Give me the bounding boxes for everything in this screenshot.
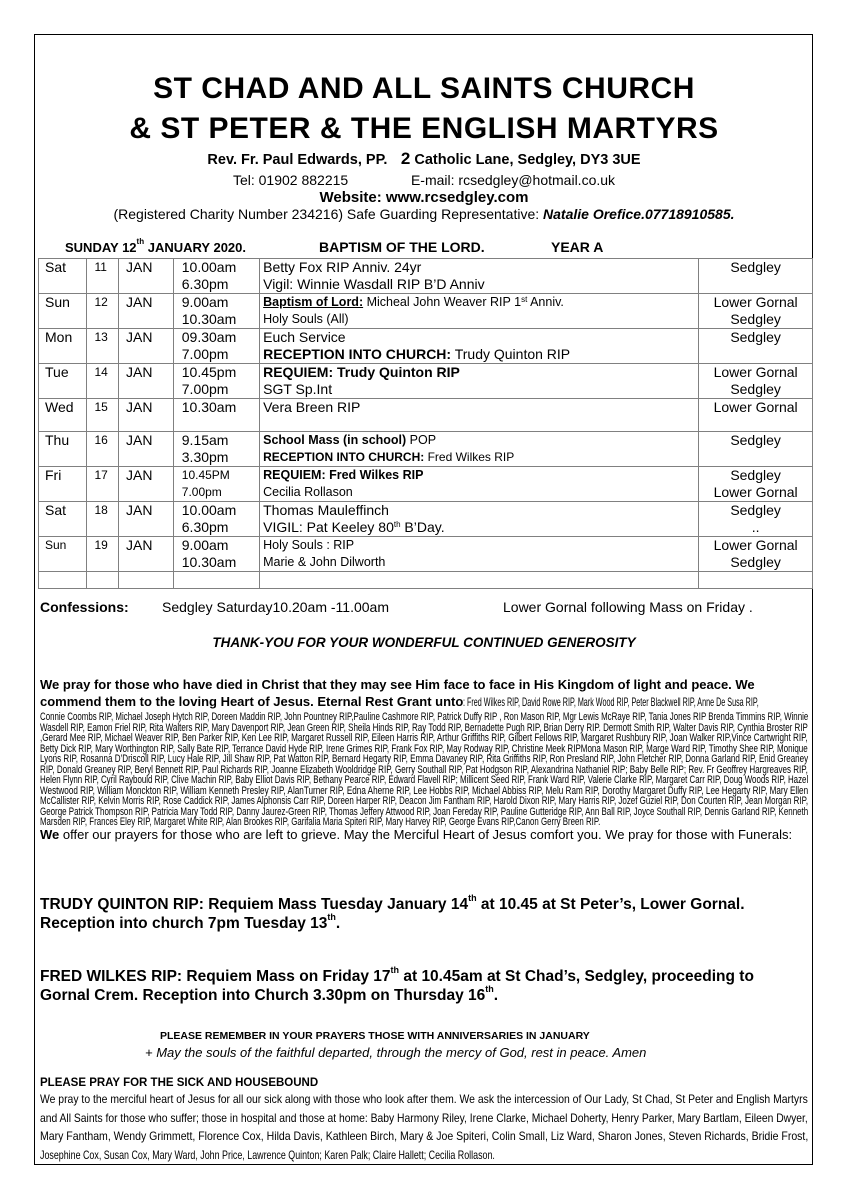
address: Catholic Lane, Sedgley, DY3 3UE: [414, 152, 641, 168]
row-day: Sat: [39, 259, 87, 294]
row-month: JAN: [119, 432, 174, 467]
row-places: [699, 399, 813, 432]
time-entry: 10.00am: [181, 259, 237, 275]
intention-line: [263, 519, 695, 536]
row-month: JAN: [119, 399, 174, 432]
prayer-intro-line1: We pray for those who have died in Christ that they may see Him face to face in His Kingdom of light and peace. We: [40, 677, 755, 692]
feast-name: BAPTISM OF THE LORD.: [319, 239, 485, 255]
place-entry: Lower Gornal: [713, 364, 798, 380]
time-entry: 10.45PM: [181, 468, 230, 482]
row-day: Sun: [39, 294, 87, 329]
email: E-mail: rcsedgley@hotmail.co.uk: [410, 172, 616, 188]
names-line: McCallister RIP, Kelvin Morris RIP, Rose Caddick RIP, James Alphonsis Carr RIP, Doreen Harper RIP, Deacon Jim Fantham RIP, Harold Dixon RIP, Mary Harris RIP, Jozef Guziel RIP, Don Courten RIP, Jean Morgan RIP,: [40, 795, 809, 807]
row-places: [699, 502, 813, 537]
intention-line: [263, 346, 695, 363]
place-entry: Sedgley: [730, 467, 781, 483]
row-times: [173, 537, 259, 572]
place-entry: Sedgley: [730, 329, 781, 345]
intention-line: Euch Service: [263, 329, 346, 345]
row-month: JAN: [119, 502, 174, 537]
website: Website: www.rcsedgley.com: [319, 189, 529, 206]
row-times: [173, 294, 259, 329]
mass-schedule-table: [38, 258, 813, 589]
funeral-notice-trudy-line1: TRUDY QUINTON RIP: Requiem Mass Tuesday January 14th at 10.45 at St Peter’s, Lower Gornal.: [40, 893, 745, 913]
row-date: 16: [87, 432, 119, 467]
time-entry: 7.00pm: [181, 346, 229, 362]
row-month: JAN: [119, 467, 174, 502]
row-intentions: [260, 294, 699, 329]
priest-address-line: [0, 149, 848, 169]
names-line: Wasdell RIP, Eamon Friel RIP, Rita Walters RIP, Mary Davenport RIP, Jean Green RIP, Sheila Hinds RIP, Ray Todd RIP, Bernadette Pugh RIP, Brian Derry RIP. Dermott Smith RIP, Walter Davis RIP, Cynthia Broster RIP: [40, 721, 808, 734]
place-entry: Lower Gornal: [713, 294, 798, 310]
names-line: Marsden RIP, Frances Eley RIP, Margaret White RIP, Alan Brookes RIP, Garifalia Maria Spiteri RIP, Mary Harvey RIP, George Evans RIP,Canon Gerry Breen RIP.: [40, 816, 601, 828]
empty-cell: [699, 572, 813, 589]
intention-label: Baptism of Lord:: [263, 295, 364, 309]
row-month: JAN: [119, 294, 174, 329]
intention-line: Holy Souls : RIP: [263, 538, 355, 552]
sick-line: and All Saints for those who suffer; those in hospital and those at home: Baby Harmony Riley, Irene Clarke, Michael Doherty, Henry Parker, Mary Bartlam, Eileen Dwyer,: [40, 1110, 808, 1125]
place-entry: ..: [751, 519, 760, 535]
row-intentions: [260, 432, 699, 467]
row-day: Sun: [39, 537, 87, 572]
charity-number: (Registered Charity Number 234216) Safe Guarding Representative:: [113, 206, 544, 222]
empty-cell: [119, 572, 174, 589]
row-month: JAN: [119, 364, 174, 399]
row-places: [699, 294, 813, 329]
time-entry: 9.00am: [181, 537, 229, 553]
row-day: Tue: [39, 364, 87, 399]
row-places: [699, 467, 813, 502]
place-entry: Sedgley: [730, 502, 781, 518]
row-intentions: [260, 259, 699, 294]
intention-line: Betty Fox RIP Anniv. 24yr: [263, 259, 422, 275]
intention-line: [263, 432, 695, 449]
prayer-intro-line2: commend them to the loving Heart of Jesus. Eternal Rest Grant unto: Fred Wilkes RIP, David Rowe RIP, Mark Wood RIP, Peter Blackwell RIP, Anne De Susa RIP,: [40, 694, 760, 709]
place-entry: Sedgley: [730, 311, 781, 327]
confessions-label: Confessions:: [40, 599, 129, 615]
row-intentions: [260, 399, 699, 432]
row-date: 17: [87, 467, 119, 502]
row-month: JAN: [119, 537, 174, 572]
schedule-row: [39, 259, 813, 294]
row-places: [699, 259, 813, 294]
row-intentions: [260, 537, 699, 572]
ordinal-suffix: st: [521, 295, 528, 304]
row-places: [699, 537, 813, 572]
intention-label: RECEPTION INTO CHURCH:: [263, 346, 452, 362]
row-date: 12: [87, 294, 119, 329]
time-entry: 09.30am: [181, 329, 237, 345]
liturgical-year: YEAR A: [551, 239, 604, 255]
schedule-row: [39, 294, 813, 329]
row-times: [173, 259, 259, 294]
intention-line: Holy Souls (All): [263, 312, 349, 326]
row-month: JAN: [119, 329, 174, 364]
empty-cell: [87, 572, 119, 589]
time-entry: 6.30pm: [181, 276, 229, 292]
row-day: Sat: [39, 502, 87, 537]
thank-you-message: THANK-YOU FOR YOUR WONDERFUL CONTINUED GENEROSITY: [212, 635, 636, 650]
sick-line: Mary Fantham, Wendy Grimmett, Florence Cox, Hilda Davis, Kathleen Birch, Mary & Joe Spiteri, Colin Small, Liz Ward, Sharon Jones, Steven Richards, Bridie Frost,: [40, 1129, 809, 1143]
intention-text: Trudy Quinton RIP: [451, 346, 571, 362]
place-entry: Sedgley: [730, 259, 781, 275]
schedule-row: [39, 502, 813, 537]
funeral-notice-fred-line2: Gornal Crem. Reception into Church 3.30pm on Thursday 16th.: [40, 984, 499, 1004]
intention-line: [263, 449, 695, 466]
ordinal-suffix: th: [393, 520, 401, 529]
confessions-lower-gornal: Lower Gornal following Mass on Friday .: [503, 599, 753, 615]
place-entry: Sedgley: [730, 432, 781, 448]
safeguarding-contact: Natalie Orefice.07718910585.: [543, 206, 735, 222]
place-entry: Lower Gornal: [713, 399, 798, 415]
prayer-closing: We offer our prayers for those who are left to grieve. May the Merciful Heart of Jesus comfort you. We pray for those with Funerals:: [40, 827, 793, 842]
anniversaries-heading: PLEASE REMEMBER IN YOUR PRAYERS THOSE WITH ANNIVERSARIES IN JANUARY: [160, 1030, 590, 1042]
intention-text: Fred Wilkes RIP: [424, 450, 515, 464]
row-times: [173, 364, 259, 399]
row-places: [699, 329, 813, 364]
intention-label: School Mass (in school): [263, 433, 407, 447]
intention-line: Thomas Mauleffinch: [263, 502, 389, 518]
row-day: Mon: [39, 329, 87, 364]
schedule-row: [39, 432, 813, 467]
sick-line: Josephine Cox, Susan Cox, Mary Ward, John Price, Lawrence Quinton; Karen Palk; Claire Hallett; Cecilia Rollason.: [40, 1147, 495, 1162]
row-times: [173, 329, 259, 364]
time-entry: 10.30am: [181, 399, 237, 415]
place-entry: Lower Gornal: [713, 484, 798, 500]
names-line: ,Gerard Mee RIP, Michael Weaver RIP, Ben Parker RIP, Ken Lee RIP, Margaret Russell RIP, Eileen Harris RIP, Arthur Griffiths RIP, Gilbert Fellows RIP, Margaret Rushbury RIP, Joan Walker RIP,Vince Cartwright RIP,: [40, 732, 808, 744]
place-entry: Sedgley: [730, 554, 781, 570]
intention-line: REQUIEM: Trudy Quinton RIP: [263, 364, 460, 380]
funeral-notice-fred-line1: FRED WILKES RIP: Requiem Mass on Friday 17th at 10.45am at St Chad’s, Sedgley, proceeding to: [40, 965, 754, 985]
contact-line: [0, 172, 848, 188]
row-month: JAN: [119, 259, 174, 294]
row-places: [699, 432, 813, 467]
church-title-line1: ST CHAD AND ALL SAINTS CHURCH: [153, 72, 695, 105]
row-intentions: [260, 502, 699, 537]
row-intentions: [260, 467, 699, 502]
confessions-sedgley: Sedgley Saturday10.20am -11.00am: [162, 599, 389, 615]
time-entry: 6.30pm: [181, 519, 229, 535]
time-entry: 7.00pm: [181, 381, 229, 397]
names-line: Betty Dick RIP, Mary Worthington RIP, Sally Bate RIP, Terrance David Hyde RIP, Irene Grimes RIP, Frank Fox RIP, May Rodway RIP, Christine Meek RIPMona Mason RIP, Marge Ward RIP, Timothy Shee RIP, Monique: [40, 742, 808, 755]
address-number: 2: [400, 149, 411, 168]
names-line: Helen Flynn RIP, Cyril Raybould RIP, Clive Machin RIP, Baby Elliot Davis RIP, Bethany Pearce RIP, Edward Flavell RIP; Millicent Seed RIP, Frank Ward RIP, Valerie Clarke RIP, Margaret Carr RIP, Doug Woods RIP, Hazel: [40, 774, 809, 786]
time-entry: 3.30pm: [181, 449, 229, 465]
row-date: 18: [87, 502, 119, 537]
intention-text: Anniv.: [527, 295, 564, 309]
schedule-row: [39, 399, 813, 432]
time-entry: 9.15am: [181, 432, 229, 448]
row-day: Thu: [39, 432, 87, 467]
names-line: Connie Coombs RIP, Michael Joseph Hytch RIP, Doreen Maddin RIP, John Pountney RIP,Pauline Cashmore RIP, Patrick Duffy RIP , Ron Mason RIP, Mgr Lewis McRaye RIP, Tania Jones RIP Brenda Timmins RIP, Winnie: [40, 711, 809, 723]
anniversaries-prayer: + May the souls of the faithful departed, through the mercy of God, rest in peace. Amen: [145, 1045, 647, 1060]
intention-text: B’Day.: [400, 519, 445, 535]
schedule-row-empty: [39, 572, 813, 589]
row-day: Fri: [39, 467, 87, 502]
intention-line: Marie & John Dilworth: [263, 555, 386, 569]
funeral-notice-trudy-line2: Reception into church 7pm Tuesday 13th.: [40, 912, 341, 932]
row-times: [173, 467, 259, 502]
sick-heading: PLEASE PRAY FOR THE SICK AND HOUSEBOUND: [40, 1077, 319, 1089]
row-times: [173, 502, 259, 537]
schedule-row: [39, 537, 813, 572]
time-entry: 10.30am: [181, 554, 237, 570]
row-times: [173, 399, 259, 432]
schedule-row: [39, 329, 813, 364]
names-line: Westwood RIP, William Monckton RIP, William Kenneth Presley RIP, AlanTurner RIP, Edna Aherne RIP, Lee Hobbs RIP, Michael Abbiss RIP, Melu Ram RIP, Dorothy Margaret Duffy RIP, Lee Hegarty RIP, Mary Ellen: [40, 784, 809, 797]
time-entry: 10.30am: [181, 311, 237, 327]
service-date: SUNDAY 12th JANUARY 2020.: [65, 237, 246, 255]
schedule-row: [39, 467, 813, 502]
row-intentions: [260, 364, 699, 399]
intention-line: Cecilia Rollason: [263, 485, 353, 499]
intention-line: Vera Breen RIP: [263, 399, 361, 415]
telephone: Tel: 01902 882215: [232, 172, 349, 188]
row-date: 11: [87, 259, 119, 294]
empty-cell: [260, 572, 699, 589]
empty-cell: [39, 572, 87, 589]
intention-text: VIGIL: Pat Keeley 80: [263, 519, 394, 535]
priest-name: Rev. Fr. Paul Edwards, PP.: [207, 152, 388, 168]
time-entry: 9.00am: [181, 294, 229, 310]
intention-label: RECEPTION INTO CHURCH:: [263, 450, 425, 464]
sick-line: We pray to the merciful heart of Jesus for all our sick along with those who look after them. We ask the intercession of Our Lady, St Chad, St Peter and English Martyrs: [40, 1092, 808, 1106]
row-places: [699, 364, 813, 399]
time-entry: 10.00am: [181, 502, 237, 518]
row-intentions: [260, 329, 699, 364]
empty-cell: [173, 572, 259, 589]
row-day: Wed: [39, 399, 87, 432]
names-line: Lyons RIP, Rosanna D’Driscoll RIP, Lucy Hale RIP, Jill Shaw RIP, Pat Watton RIP, Bernard Hegarty RIP, Emma Davaney RIP, Rita Griffiths RIP, Ron Presland RIP, John Fletcher RIP, Donna Garland RIP, Enid Greaney: [40, 753, 809, 765]
row-times: [173, 432, 259, 467]
charity-line: [0, 206, 848, 222]
schedule-row: [39, 364, 813, 399]
intention-line: SGT Sp.Int: [263, 381, 333, 397]
intention-line: [263, 294, 695, 311]
place-entry: Sedgley: [730, 381, 781, 397]
time-entry: 7.00pm: [181, 485, 222, 499]
place-entry: Lower Gornal: [713, 537, 798, 553]
row-date: 13: [87, 329, 119, 364]
names-line: RIP, Donald Greaney RIP, Beryl Bennett RIP, Paul Richards RIP, Joanne Elizabeth Wooldridge RIP, Gerry Southall RIP, Pat Hodgson RIP, Alexandrina Nathaniel RIP; Baby Belle RIP; Rev. Fr Geoffrey Hargreaves RIP,: [40, 763, 808, 776]
church-title-line2: & ST PETER & THE ENGLISH MARTYRS: [129, 112, 719, 145]
row-date: 15: [87, 399, 119, 432]
row-date: 19: [87, 537, 119, 572]
intention-text: POP: [406, 433, 437, 447]
time-entry: 10.45pm: [181, 364, 237, 380]
intention-text: Micheal John Weaver RIP 1: [363, 295, 522, 309]
intention-line: REQUIEM: Fred Wilkes RIP: [263, 468, 424, 482]
names-line: George Patrick Thompson RIP, Patricia Mary Todd RIP, Danny Jaurez-Green RIP, Thomas Jeffery Attwood RIP, Joan Fereday RIP, Pauline Gutteridge RIP, Ann Ball RIP, Joyce Southall RIP, Dennis Garland RIP, Kenneth: [40, 805, 809, 818]
row-date: 14: [87, 364, 119, 399]
intention-line: Vigil: Winnie Wasdall RIP B’D Anniv: [263, 276, 485, 292]
